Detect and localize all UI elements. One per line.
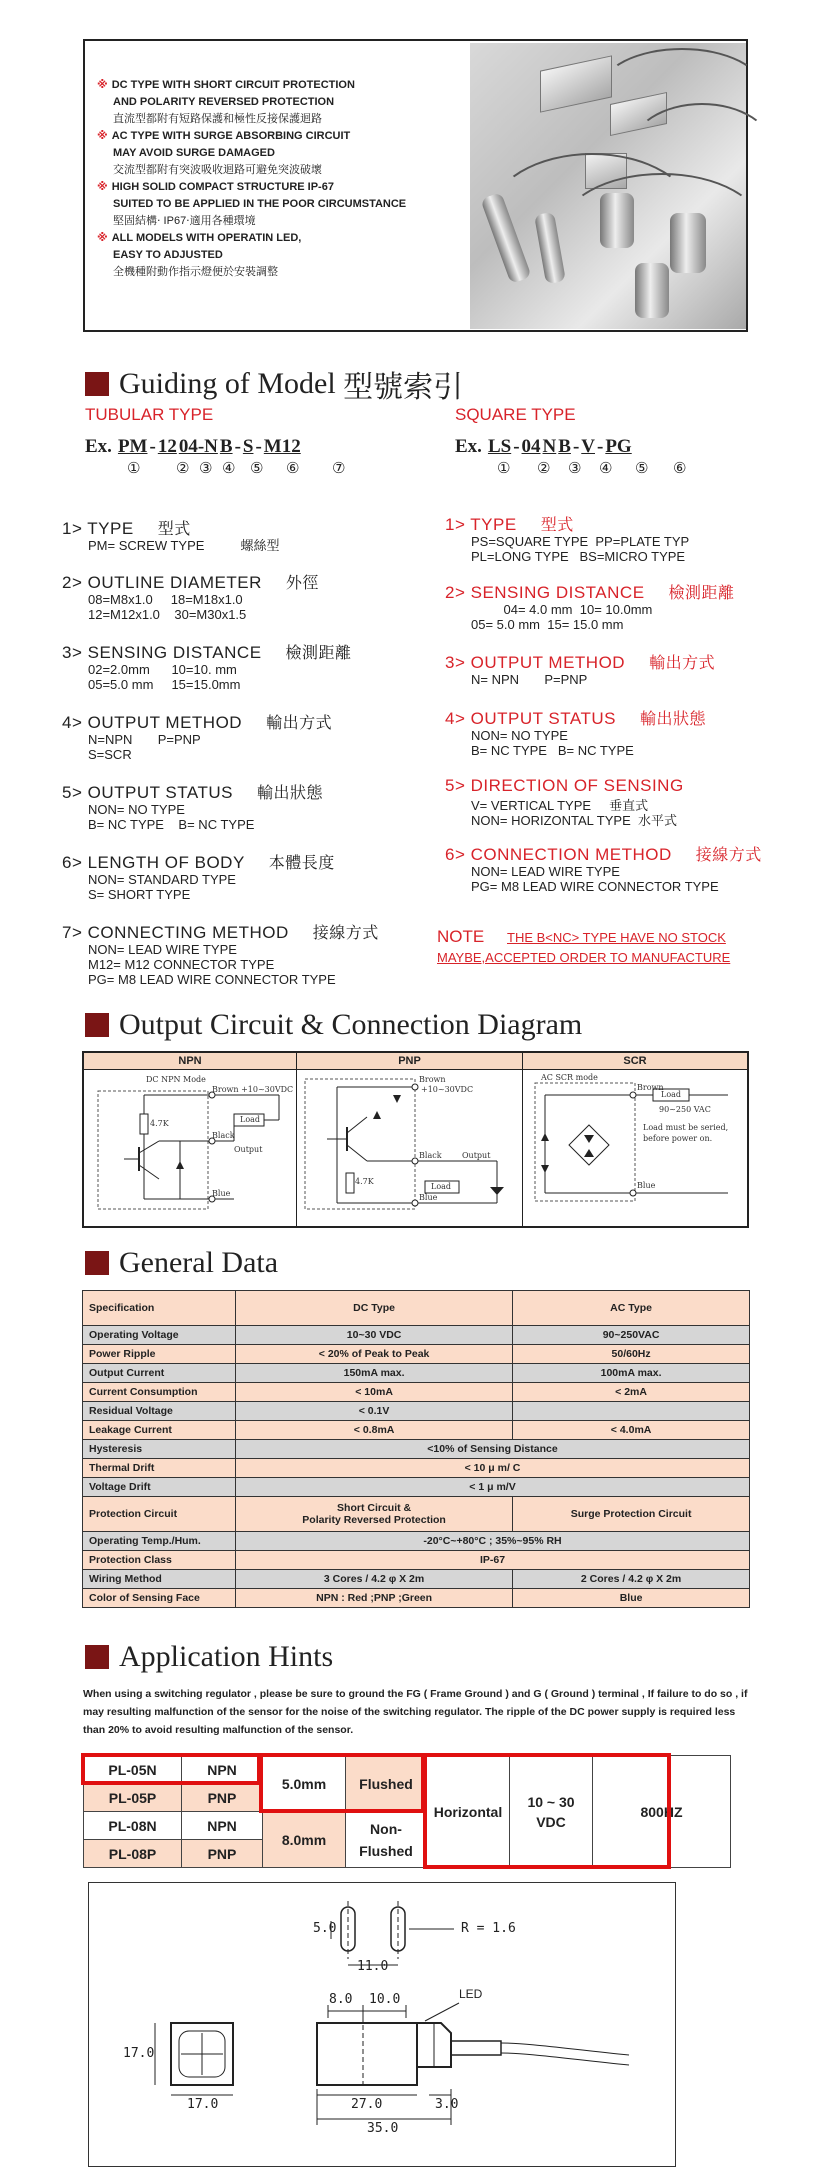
item-label-zh: 接線方式 <box>695 847 762 864</box>
table-row <box>83 1383 750 1402</box>
code-separator: - <box>572 436 580 457</box>
npn-load-label: Load <box>240 1115 261 1124</box>
highlight-box-model <box>81 1753 261 1785</box>
code-part: N <box>542 436 557 457</box>
table-row <box>83 1478 750 1497</box>
item-label: 1> TYPE <box>62 519 134 538</box>
pnp-blue-label: Blue <box>419 1193 438 1202</box>
item-label-zh: 接線方式 <box>312 925 379 942</box>
table-cell: 2 Cores / 4.2 φ X 2m <box>513 1570 750 1589</box>
table-row <box>83 1421 750 1440</box>
pl-mount-line-2: Flushed <box>359 1842 413 1859</box>
feature-text: ALL MODELS WITH OPERATIN LED, <box>111 232 302 244</box>
dim-5: 5.0 <box>313 1921 337 1936</box>
item-label: 4> OUTPUT METHOD <box>62 713 243 732</box>
item-label: 6> CONNECTION METHOD <box>445 845 672 864</box>
table-cell: Residual Voltage <box>83 1402 236 1421</box>
position-number: ① <box>497 459 511 477</box>
tubular-item-detail: S= SHORT TYPE <box>88 887 191 902</box>
asterisk-icon: ※ <box>97 79 108 91</box>
section-marker <box>85 1645 109 1669</box>
scr-blue-label: Blue <box>637 1181 656 1190</box>
pl-model-cell: PL-08N <box>84 1812 182 1840</box>
table-cell: Thermal Drift <box>83 1459 236 1478</box>
table-cell: 150mA max. <box>236 1364 513 1383</box>
square-item-detail: 04= 4.0 mm 10= 10.0mm <box>471 602 653 617</box>
asterisk-icon: ※ <box>97 232 108 244</box>
pl-output-cell: NPN <box>182 1756 263 1784</box>
table-row <box>83 1459 750 1478</box>
code-part: LS <box>487 436 512 457</box>
feature-text: AND POLARITY REVERSED PROTECTION <box>113 96 335 108</box>
section-marker <box>85 1251 109 1275</box>
pnp-load-label: Load <box>431 1182 452 1191</box>
scr-vac-label: 90~250 VAC <box>659 1105 711 1114</box>
position-number: ② <box>537 459 551 477</box>
dim-radius: R = 1.6 <box>461 1921 516 1936</box>
position-number: ⑥ <box>286 459 300 477</box>
dim-17-horizontal: 17.0 <box>187 2097 219 2112</box>
square-item-heading <box>445 512 574 535</box>
table-row <box>83 1326 750 1345</box>
asterisk-icon: ※ <box>97 181 108 193</box>
dim-11: 11.0 <box>357 1959 389 1974</box>
table-cell: Protection Class <box>83 1551 236 1570</box>
table-cell: IP-67 <box>236 1551 750 1570</box>
code-separator: - <box>597 436 604 457</box>
scr-note-2: before power on. <box>643 1134 713 1143</box>
npn-blue-label: Blue <box>212 1189 231 1198</box>
tubular-item-detail: 12=M12x1.0 30=M30x1.5 <box>88 607 247 622</box>
table-cell: 90~250VAC <box>513 1326 750 1345</box>
item-label-zh: 型式 <box>540 517 574 534</box>
section-marker <box>85 1013 109 1037</box>
pnp-panel <box>297 1069 523 1226</box>
table-header-cell: AC Type <box>513 1291 750 1326</box>
tubular-item-detail: 02=2.0mm 10=10. mm <box>88 662 237 677</box>
general-data-table <box>82 1290 750 1608</box>
table-cell: 100mA max. <box>513 1364 750 1383</box>
section-title-text: Output Circuit & Connection Diagram <box>119 1008 583 1041</box>
scr-mode-label: AC SCR mode <box>541 1073 598 1082</box>
table-cell: 50/60Hz <box>513 1345 750 1364</box>
pnp-brown-label: Brown <box>419 1075 446 1084</box>
table-cell: Current Consumption <box>83 1383 236 1402</box>
tubular-item-heading <box>62 850 335 873</box>
code-part: V <box>581 436 595 457</box>
table-cell: -20°C~+80°C ; 35%~95% RH <box>236 1532 750 1551</box>
table-cell <box>513 1402 750 1421</box>
section-title-circuit <box>85 1008 582 1042</box>
pl-model-cell: PL-08P <box>84 1840 182 1868</box>
square-item-detail: PG= M8 LEAD WIRE CONNECTOR TYPE <box>471 879 719 894</box>
table-cell: < 1 μ m/V <box>236 1478 750 1497</box>
position-number: ⑥ <box>673 459 687 477</box>
table-row <box>83 1364 750 1383</box>
scr-brown-label: Brown <box>637 1083 664 1092</box>
dim-35: 35.0 <box>367 2121 399 2136</box>
code-part: M12 <box>263 436 301 457</box>
scr-schematic <box>523 1069 747 1226</box>
item-label-zh: 輸出方式 <box>649 655 716 672</box>
section-title-text: Guiding of Model <box>119 367 336 400</box>
item-label: 2> OUTLINE DIAMETER <box>62 573 262 592</box>
section-title-zh: 型號索引 <box>343 371 464 404</box>
item-label-zh: 檢測距離 <box>285 645 352 662</box>
table-cell: Color of Sensing Face <box>83 1589 236 1608</box>
table-cell: < 0.8mA <box>236 1421 513 1440</box>
section-marker <box>85 372 109 396</box>
item-label: 3> OUTPUT METHOD <box>445 653 626 672</box>
table-cell: < 4.0mA <box>513 1421 750 1440</box>
scr-panel <box>523 1069 747 1226</box>
pl-voltage-line-2: VDC <box>536 1813 566 1830</box>
tubular-heading: TUBULAR TYPE <box>85 405 214 424</box>
table-cell: < 0.1V <box>236 1402 513 1421</box>
square-heading: SQUARE TYPE <box>455 405 576 424</box>
section-title-text: General Data <box>119 1246 279 1279</box>
npn-black-label: Black <box>212 1131 235 1140</box>
product-photo <box>470 43 746 329</box>
intro-panel <box>83 39 748 332</box>
feature-text: SUITED TO BE APPLIED IN THE POOR CIRCUMSTANCE <box>113 198 407 210</box>
table-cell: Blue <box>513 1589 750 1608</box>
code-separator: - <box>149 436 156 457</box>
code-part: 04-N <box>178 436 218 457</box>
table-cell: Wiring Method <box>83 1570 236 1589</box>
pl-distance-cell: 8.0mm <box>263 1812 346 1868</box>
square-item-detail: V= VERTICAL TYPE 垂直式 <box>471 798 649 813</box>
dim-17-vertical: 17.0 <box>123 2046 155 2061</box>
position-number: ⑦ <box>332 459 346 477</box>
npn-panel <box>84 1069 297 1226</box>
table-cell: Operating Voltage <box>83 1326 236 1345</box>
pl-voltage-line-1: 10 ~ 30 <box>527 1793 575 1810</box>
table-cell: Operating Temp./Hum. <box>83 1532 236 1551</box>
code-separator: - <box>513 436 520 457</box>
table-cell: Protection Circuit <box>83 1497 236 1532</box>
table-cell: Short Circuit & Polarity Reversed Protection <box>236 1497 513 1532</box>
circuit-diagram <box>82 1051 749 1228</box>
table-cell: < 10mA <box>236 1383 513 1402</box>
code-part: B <box>219 436 233 457</box>
code-part: 04 <box>521 436 541 457</box>
pl-output-cell: PNP <box>182 1784 263 1812</box>
item-label: 4> OUTPUT STATUS <box>445 709 616 728</box>
square-item-detail: B= NC TYPE B= NC TYPE <box>471 743 634 758</box>
tubular-example-code <box>85 436 303 458</box>
table-header-row <box>83 1291 750 1326</box>
dimension-drawing <box>88 1882 676 2167</box>
position-number: ③ <box>199 459 213 477</box>
tubular-item-heading <box>62 516 191 539</box>
tubular-item-heading <box>62 710 332 733</box>
tubular-item-detail: NON= NO TYPE <box>88 802 185 817</box>
scr-load-label: Load <box>661 1090 682 1099</box>
table-row <box>83 1440 750 1459</box>
table-row <box>83 1532 750 1551</box>
feature-text: MAY AVOID SURGE DAMAGED <box>113 147 275 159</box>
dim-8: 8.0 <box>329 1992 353 2007</box>
item-label: 3> SENSING DISTANCE <box>62 643 262 662</box>
dim-3: 3.0 <box>435 2097 459 2112</box>
tubular-item-detail: S=SCR <box>88 747 132 762</box>
table-cell: <10% of Sensing Distance <box>236 1440 750 1459</box>
table-cell: Output Current <box>83 1364 236 1383</box>
panel-header-pnp: PNP <box>297 1053 523 1070</box>
npn-output-label: Output <box>234 1145 263 1154</box>
square-item-detail: NON= HORIZONTAL TYPE 水平式 <box>471 813 677 828</box>
item-label-zh: 本體長度 <box>268 855 335 872</box>
pl-output-cell: NPN <box>182 1812 263 1840</box>
table-row <box>83 1402 750 1421</box>
item-label: 2> SENSING DISTANCE <box>445 583 645 602</box>
note-label: NOTE <box>437 927 485 946</box>
npn-resistor-label: 4.7K <box>150 1119 169 1128</box>
item-label-zh: 型式 <box>157 521 191 538</box>
table-cell: 10~30 VDC <box>236 1326 513 1345</box>
code-part: B <box>558 436 571 457</box>
table-row <box>83 1497 750 1532</box>
feature-text: DC TYPE WITH SHORT CIRCUIT PROTECTION <box>111 79 355 91</box>
pnp-vdc-label: +10~30VDC <box>421 1085 474 1094</box>
table-cell: NPN : Red ;PNP ;Green <box>236 1589 513 1608</box>
table-cell: Surge Protection Circuit <box>513 1497 750 1532</box>
panel-header-npn: NPN <box>84 1053 297 1070</box>
square-example-code <box>455 436 634 458</box>
code-separator: - <box>255 436 262 457</box>
feature-text: HIGH SOLID COMPACT STRUCTURE IP-67 <box>111 181 334 193</box>
item-label-zh: 檢測距離 <box>668 585 735 602</box>
square-item-heading <box>445 650 715 673</box>
npn-brown-label: Brown +10~30VDC <box>212 1085 294 1094</box>
pnp-resistor-label: 4.7K <box>355 1177 374 1186</box>
section-title-general <box>85 1246 278 1280</box>
item-label: 5> DIRECTION OF SENSING <box>445 776 684 795</box>
pnp-schematic <box>297 1069 522 1226</box>
item-label-zh: 輸出狀態 <box>639 711 706 728</box>
code-part: S <box>242 436 254 457</box>
square-item-heading <box>445 706 706 729</box>
feature-text: 交流型都附有突波吸收迴路可避免突波破壞 <box>113 164 322 176</box>
section-title-model <box>85 362 463 406</box>
pl-mount-line-1: Non- <box>370 1820 402 1837</box>
table-cell: 3 Cores / 4.2 φ X 2m <box>236 1570 513 1589</box>
table-row <box>83 1345 750 1364</box>
feature-text: EASY TO ADJUSTED <box>113 249 223 261</box>
highlight-box-spec <box>423 1753 671 1869</box>
ex-prefix: Ex. <box>455 436 482 457</box>
square-item-heading <box>445 776 684 796</box>
square-code-positions <box>497 459 697 477</box>
position-number: ② <box>176 459 190 477</box>
dim-10: 10.0 <box>369 1992 401 2007</box>
table-cell: < 20% of Peak to Peak <box>236 1345 513 1364</box>
tubular-item-detail: N=NPN P=PNP <box>88 732 201 747</box>
pl-distance-cell: 5.0mm <box>263 1756 346 1812</box>
feature-text: AC TYPE WITH SURGE ABSORBING CIRCUIT <box>111 130 351 142</box>
item-label-zh: 輸出方式 <box>266 715 333 732</box>
section-title-hints <box>85 1640 333 1674</box>
tubular-item-detail: NON= STANDARD TYPE <box>88 872 236 887</box>
tubular-item-detail: PG= M8 LEAD WIRE CONNECTOR TYPE <box>88 972 336 987</box>
item-label: 5> OUTPUT STATUS <box>62 783 233 802</box>
code-part: PG <box>605 436 632 457</box>
note-line-2: MAYBE,ACCEPTED ORDER TO MANUFACTURE <box>437 950 731 965</box>
table-header-cell: DC Type <box>236 1291 513 1326</box>
section-title-text: Application Hints <box>119 1640 334 1673</box>
square-item-detail: N= NPN P=PNP <box>471 672 588 687</box>
pl-mount-cell: Flushed <box>346 1756 427 1812</box>
pl-output-cell: PNP <box>182 1840 263 1868</box>
table-cell: Power Ripple <box>83 1345 236 1364</box>
square-item-heading <box>445 580 735 603</box>
note-line-1: THE B<NC> TYPE HAVE NO STOCK <box>507 930 726 945</box>
scr-note-1: Load must be seried, <box>643 1123 729 1132</box>
position-number: ⑤ <box>250 459 264 477</box>
tubular-item-heading <box>62 570 319 593</box>
item-label-zh: 外徑 <box>285 575 319 592</box>
hints-text: When using a switching regulator , please be sure to ground the FG ( Frame Ground ) and G ( Ground ) terminal , If failure to do so , if may resulting malfunction of the sensor for the noise of the switching regulator. The ripple of the DC power supply is required less than 20% to avoid resulting malfunction of the sensor. <box>83 1688 748 1736</box>
ex-prefix: Ex. <box>85 436 112 457</box>
pl-model-cell: PL-05N <box>84 1756 182 1784</box>
feature-text: 堅固結構‧ IP67‧適用各種環境 <box>113 215 256 227</box>
tubular-item-detail: PM= SCREW TYPE 螺絲型 <box>88 538 280 553</box>
tubular-code-positions <box>127 459 356 477</box>
tubular-item-detail: 05=5.0 mm 15=15.0mm <box>88 677 241 692</box>
tubular-item-heading <box>62 640 352 663</box>
led-label: LED <box>459 1987 483 2001</box>
feature-text: 全機種附動作指示燈便於安裝調整 <box>113 266 278 278</box>
asterisk-icon: ※ <box>97 130 108 142</box>
position-number: ① <box>127 459 141 477</box>
table-cell: < 10 μ m/ C <box>236 1459 750 1478</box>
table-row <box>83 1589 750 1608</box>
tubular-item-detail: M12= M12 CONNECTOR TYPE <box>88 957 275 972</box>
pl-frequency-cell: 800HZ <box>593 1756 731 1868</box>
pnp-output-label: Output <box>462 1151 491 1160</box>
item-label: 6> LENGTH OF BODY <box>62 853 245 872</box>
square-item-detail: PS=SQUARE TYPE PP=PLATE TYP <box>471 534 690 549</box>
npn-mode-label: DC NPN Mode <box>146 1075 206 1084</box>
table-row <box>83 1551 750 1570</box>
pl-model-cell: PL-05P <box>84 1784 182 1812</box>
pl-direction-cell: Horizontal <box>427 1756 510 1868</box>
item-label: 7> CONNECTING METHOD <box>62 923 289 942</box>
dim-27: 27.0 <box>351 2097 383 2112</box>
square-item-detail: 05= 5.0 mm 15= 15.0 mm <box>471 617 624 632</box>
square-item-detail: NON= NO TYPE <box>471 728 568 743</box>
code-part: PM <box>117 436 148 457</box>
tubular-item-heading <box>62 920 379 943</box>
highlight-box-mount <box>259 1753 425 1813</box>
position-number: ③ <box>568 459 582 477</box>
tubular-item-detail: NON= LEAD WIRE TYPE <box>88 942 237 957</box>
square-item-detail: PL=LONG TYPE BS=MICRO TYPE <box>471 549 686 564</box>
item-label-zh: 輸出狀態 <box>256 785 323 802</box>
table-cell: Hysteresis <box>83 1440 236 1459</box>
pl-mount-cell <box>346 1812 427 1868</box>
code-part: 12 <box>157 436 177 457</box>
item-label: 1> TYPE <box>445 515 517 534</box>
panel-header-scr: SCR <box>523 1053 747 1070</box>
position-number: ④ <box>222 459 236 477</box>
tubular-item-detail: B= NC TYPE B= NC TYPE <box>88 817 255 832</box>
table-cell: Leakage Current <box>83 1421 236 1440</box>
position-number: ⑤ <box>635 459 649 477</box>
tubular-item-heading <box>62 780 323 803</box>
table-header-cell: Specification <box>83 1291 236 1326</box>
square-item-detail: NON= LEAD WIRE TYPE <box>471 864 620 879</box>
table-row <box>83 1570 750 1589</box>
feature-text: 直流型都附有短路保護和極性反接保護迴路 <box>113 113 322 125</box>
table-cell: < 2mA <box>513 1383 750 1402</box>
tubular-item-detail: 08=M8x1.0 18=M18x1.0 <box>88 592 243 607</box>
position-number: ④ <box>599 459 613 477</box>
code-separator: - <box>234 436 241 457</box>
square-item-heading <box>445 842 762 865</box>
table-cell: Voltage Drift <box>83 1478 236 1497</box>
cable-line <box>560 173 764 287</box>
pnp-black-label: Black <box>419 1151 442 1160</box>
